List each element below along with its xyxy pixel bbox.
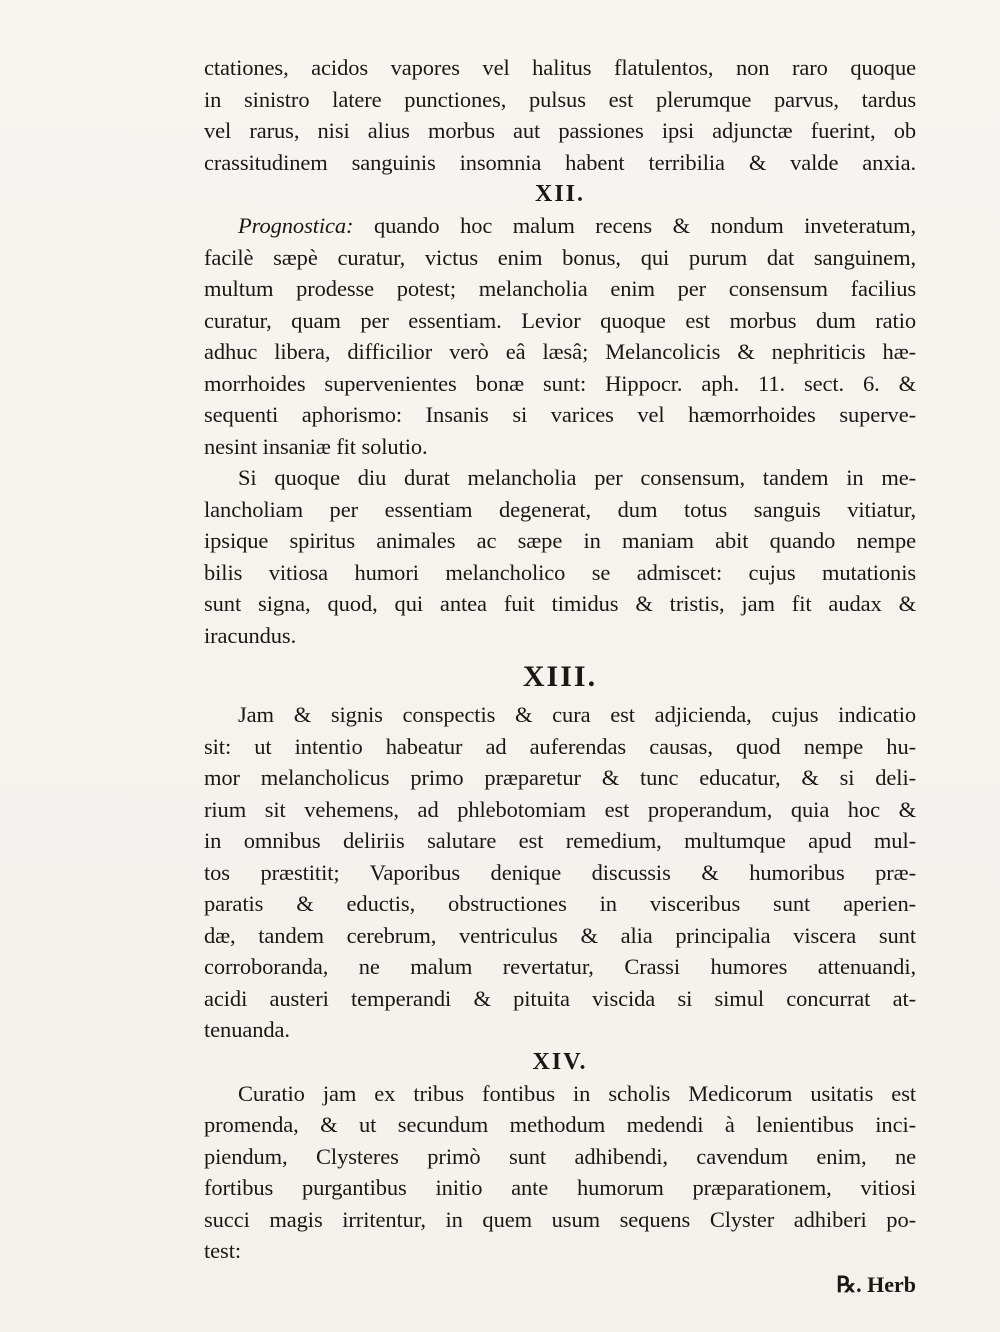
text-line: ipsique spiritus animales ac sæpe in maniam abit quando nempe [204, 528, 916, 553]
paragraph-1 [204, 52, 916, 178]
text-line: bilis vitiosa humori melancholico se admiscet: cujus mutationis [204, 559, 916, 585]
text-line: adhuc libera, difficilior verò eâ læsâ; Melancolicis & nephriticis hæ- [204, 339, 916, 364]
paragraph-4 [204, 699, 916, 1046]
text-line: in sinistro latere punctiones, pulsus est plerumque parvus, tardus [204, 86, 916, 112]
section-heading-xii: XII. [534, 181, 585, 207]
text-line: tos præstitit; Vaporibus denique discussis & humoribus præ- [204, 859, 916, 885]
text-line: rium sit vehemens, ad phlebotomiam est properandum, quia hoc & [204, 796, 916, 822]
text-line: in omnibus deliriis salutare est remedium, multumque apud mul- [204, 828, 916, 853]
text-line: corroboranda, ne malum revertatur, Crassi humores attenuandi, [204, 954, 916, 979]
text-line: sit: ut intentio habeatur ad auferendas causas, quod nempe hu- [204, 733, 916, 759]
text-line: acidi austeri temperandi & pituita viscida si simul concurrat at- [204, 985, 916, 1011]
section-heading-xiii: XIII. [522, 660, 598, 693]
text-line: nesint insaniæ fit solutio. [204, 433, 428, 459]
paragraph-5 [204, 1078, 916, 1267]
text-line: sunt signa, quod, qui antea fuit timidus & tristis, jam fit audax & [204, 591, 916, 616]
text-line: promenda, & ut secundum methodum medendi à lenientibus inci- [204, 1112, 916, 1137]
text-block [204, 52, 916, 1300]
paragraph-3 [204, 462, 916, 651]
text-line: crassitudinem sanguinis insomnia habent terribilia & valde anxia. [204, 149, 916, 175]
text-line: Si quoque diu durat melancholia per consensum, tandem in me- [238, 465, 916, 490]
text-line: Curatio jam ex tribus fontibus in scholis Medicorum usitatis est [238, 1080, 916, 1106]
text-line: curatur, quam per essentiam. Levior quoque est morbus dum ratio [204, 307, 916, 333]
text-line: test: [204, 1238, 241, 1263]
text-line: ctationes, acidos vapores vel halitus flatulentos, non raro quoque [204, 55, 916, 80]
prognostica-label: Prognostica: [238, 213, 354, 238]
text-line: facilè sæpè curatur, victus enim bonus, qui purum dat sanguinem, [204, 244, 916, 270]
text-line: tenuanda. [204, 1017, 290, 1042]
text-line: multum prodesse potest; melancholia enim per consensum facilius [204, 276, 916, 301]
section-heading-xiv: XIV. [532, 1048, 588, 1075]
text-line: morrhoides supervenientes bonæ sunt: Hippocr. aph. 11. sect. 6. & [204, 370, 916, 396]
text-line: sequenti aphorismo: Insanis si varices vel hæmorrhoides superve- [204, 402, 916, 427]
text-line: dæ, tandem cerebrum, ventriculus & alia principalia viscera sunt [204, 922, 916, 948]
paragraph-2 [204, 210, 916, 462]
catchword: ℞. Herb [836, 1271, 916, 1297]
text-line: fortibus purgantibus initio ante humorum præparationem, vitiosi [204, 1175, 916, 1200]
text-line: vel rarus, nisi alius morbus aut passiones ipsi adjunctæ fuerint, ob [204, 118, 916, 143]
text-line: piendum, Clysteres primò sunt adhibendi, cavendum enim, ne [204, 1143, 916, 1169]
text-line [204, 210, 916, 242]
text-line: iracundus. [204, 622, 297, 648]
text-line: Jam & signis conspectis & cura est adjicienda, cujus indicatio [238, 702, 916, 727]
text-line: lancholiam per essentiam degenerat, dum totus sanguis vitiatur, [204, 496, 916, 522]
text-run: quando hoc malum recens & nondum inveteratum, [353, 213, 916, 238]
text-line: mor melancholicus primo præparetur & tunc educatur, & si deli- [204, 765, 916, 790]
text-line: paratis & eductis, obstructiones in visceribus sunt aperien- [204, 891, 916, 916]
text-line: succi magis irritentur, in quem usum sequens Clyster adhiberi po- [204, 1206, 916, 1232]
